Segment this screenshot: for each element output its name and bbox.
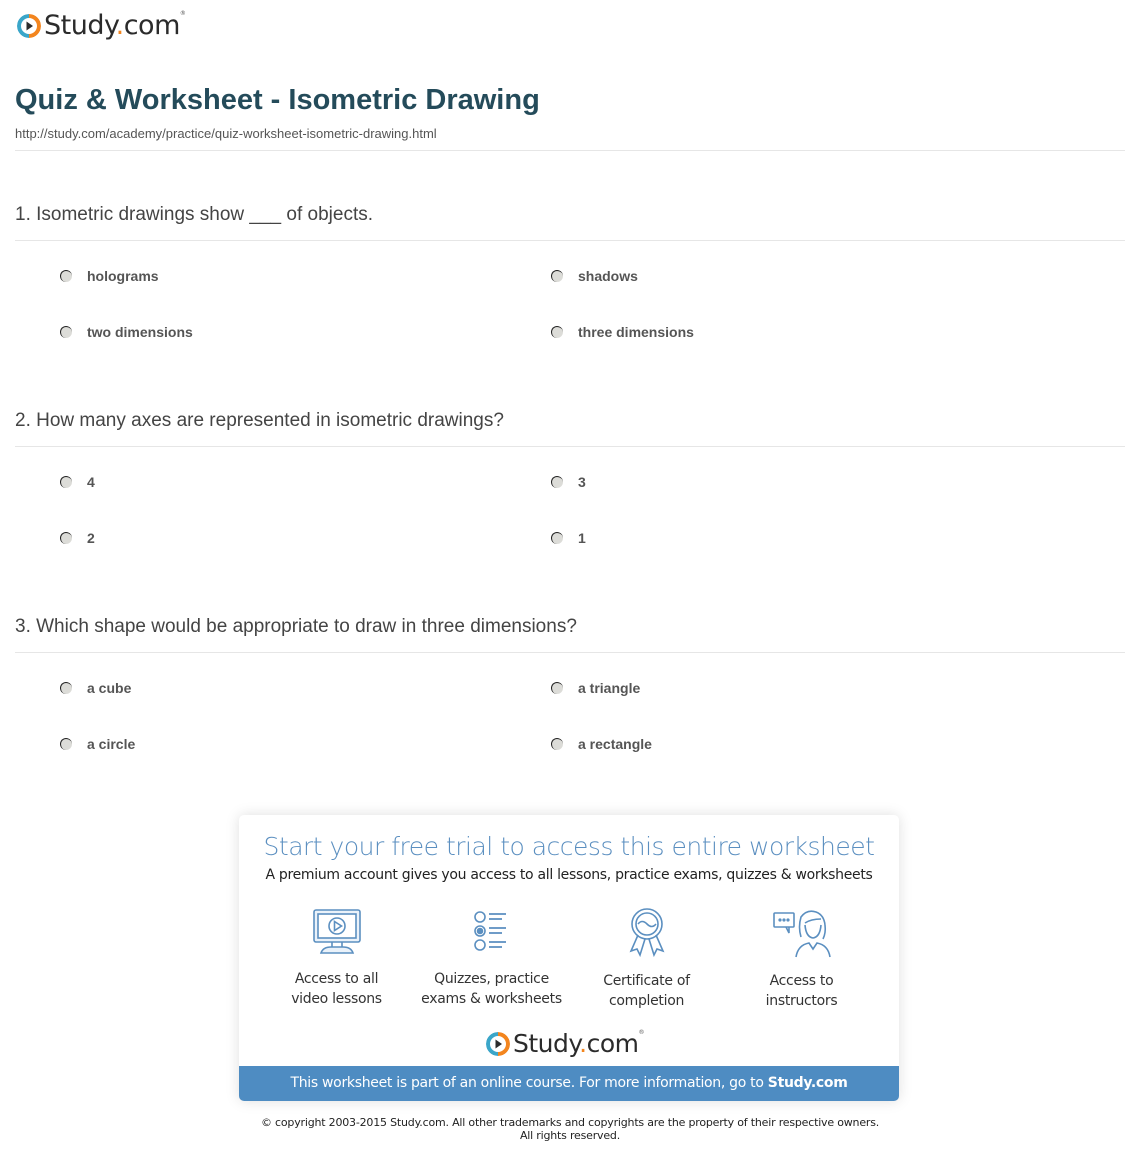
study-logo[interactable] bbox=[17, 10, 185, 41]
option-radio[interactable] bbox=[551, 734, 652, 754]
option-radio[interactable] bbox=[551, 678, 640, 698]
option-label: a cube bbox=[87, 680, 132, 696]
radio-button[interactable] bbox=[60, 532, 72, 544]
option-label: a circle bbox=[87, 736, 136, 752]
question-3 bbox=[15, 614, 1125, 773]
study-link[interactable]: Study.com bbox=[767, 1075, 848, 1091]
radio-button[interactable] bbox=[60, 270, 72, 282]
radio-button[interactable] bbox=[551, 326, 563, 338]
feature-label: Access to all video lessons bbox=[291, 971, 382, 1007]
feature-quizzes bbox=[414, 907, 569, 1011]
feature-instructors bbox=[724, 907, 879, 1011]
radio-button[interactable] bbox=[60, 326, 72, 338]
header-divider bbox=[15, 150, 1125, 151]
free-trial-title[interactable]: Start your free trial to access this entire worksheet bbox=[263, 832, 875, 861]
option-label: a triangle bbox=[578, 680, 641, 696]
page-title: Quiz & Worksheet - Isometric Drawing bbox=[15, 84, 540, 116]
instructor-chat-icon bbox=[771, 907, 833, 959]
option-label: 3 bbox=[578, 474, 586, 490]
question-text: 3. Which shape would be appropriate to draw in three dimensions? bbox=[15, 616, 577, 637]
study-logo[interactable] bbox=[486, 1029, 644, 1058]
option-label: three dimensions bbox=[578, 324, 694, 340]
monitor-play-icon bbox=[311, 907, 363, 957]
feature-certificate bbox=[569, 907, 724, 1011]
options-group bbox=[15, 447, 1125, 567]
option-radio[interactable] bbox=[60, 472, 95, 492]
option-label: 2 bbox=[87, 530, 95, 546]
option-label: 1 bbox=[578, 530, 586, 546]
feature-video-lessons bbox=[259, 907, 414, 1011]
radio-button[interactable] bbox=[551, 476, 563, 488]
radio-button[interactable] bbox=[551, 738, 563, 750]
play-logo-icon bbox=[17, 14, 41, 38]
play-logo-icon bbox=[486, 1032, 510, 1056]
option-label: shadows bbox=[578, 268, 638, 284]
option-radio[interactable] bbox=[60, 734, 135, 754]
option-radio[interactable] bbox=[551, 472, 586, 492]
options-group bbox=[15, 241, 1125, 361]
option-radio[interactable] bbox=[551, 528, 586, 548]
option-radio[interactable] bbox=[60, 678, 131, 698]
quiz-list-icon bbox=[466, 907, 518, 957]
radio-button[interactable] bbox=[60, 476, 72, 488]
option-radio[interactable] bbox=[551, 322, 694, 342]
course-info-banner bbox=[239, 1066, 899, 1101]
free-trial-subtitle: A premium account gives you access to all lessons, practice exams, quizzes & worksheets bbox=[265, 867, 873, 883]
banner-text: This worksheet is part of an online course. For more information, go to bbox=[290, 1075, 768, 1091]
page-url: http://study.com/academy/practice/quiz-worksheet-isometric-drawing.html bbox=[15, 126, 437, 141]
radio-button[interactable] bbox=[551, 682, 563, 694]
option-label: 4 bbox=[87, 474, 95, 490]
copyright: © copyright 2003-2015 Study.com. All other trademarks and copyrights are the property of their respective owners. All rights reserved. bbox=[260, 1116, 880, 1142]
option-label: two dimensions bbox=[87, 324, 193, 340]
feature-label: Certificate of completion bbox=[603, 973, 690, 1009]
option-radio[interactable] bbox=[60, 266, 159, 286]
radio-button[interactable] bbox=[60, 682, 72, 694]
free-trial-card bbox=[239, 815, 899, 1101]
option-label: holograms bbox=[87, 268, 159, 284]
radio-button[interactable] bbox=[551, 270, 563, 282]
question-text: 2. How many axes are represented in isometric drawings? bbox=[15, 410, 504, 431]
option-radio[interactable] bbox=[60, 322, 193, 342]
question-1 bbox=[15, 202, 1125, 361]
question-text: 1. Isometric drawings show ___ of objects. bbox=[15, 204, 374, 225]
radio-button[interactable] bbox=[60, 738, 72, 750]
question-2 bbox=[15, 408, 1125, 567]
options-group bbox=[15, 653, 1125, 773]
feature-label: Access to instructors bbox=[765, 973, 838, 1009]
logo-text: Study.com® bbox=[44, 10, 186, 41]
option-label: a rectangle bbox=[578, 736, 652, 752]
radio-button[interactable] bbox=[551, 532, 563, 544]
certificate-ribbon-icon bbox=[621, 907, 673, 959]
logo-text: Study.com® bbox=[513, 1029, 644, 1058]
feature-label: Quizzes, practice exams & worksheets bbox=[421, 971, 562, 1007]
feature-list bbox=[259, 907, 879, 1011]
option-radio[interactable] bbox=[60, 528, 95, 548]
option-radio[interactable] bbox=[551, 266, 638, 286]
